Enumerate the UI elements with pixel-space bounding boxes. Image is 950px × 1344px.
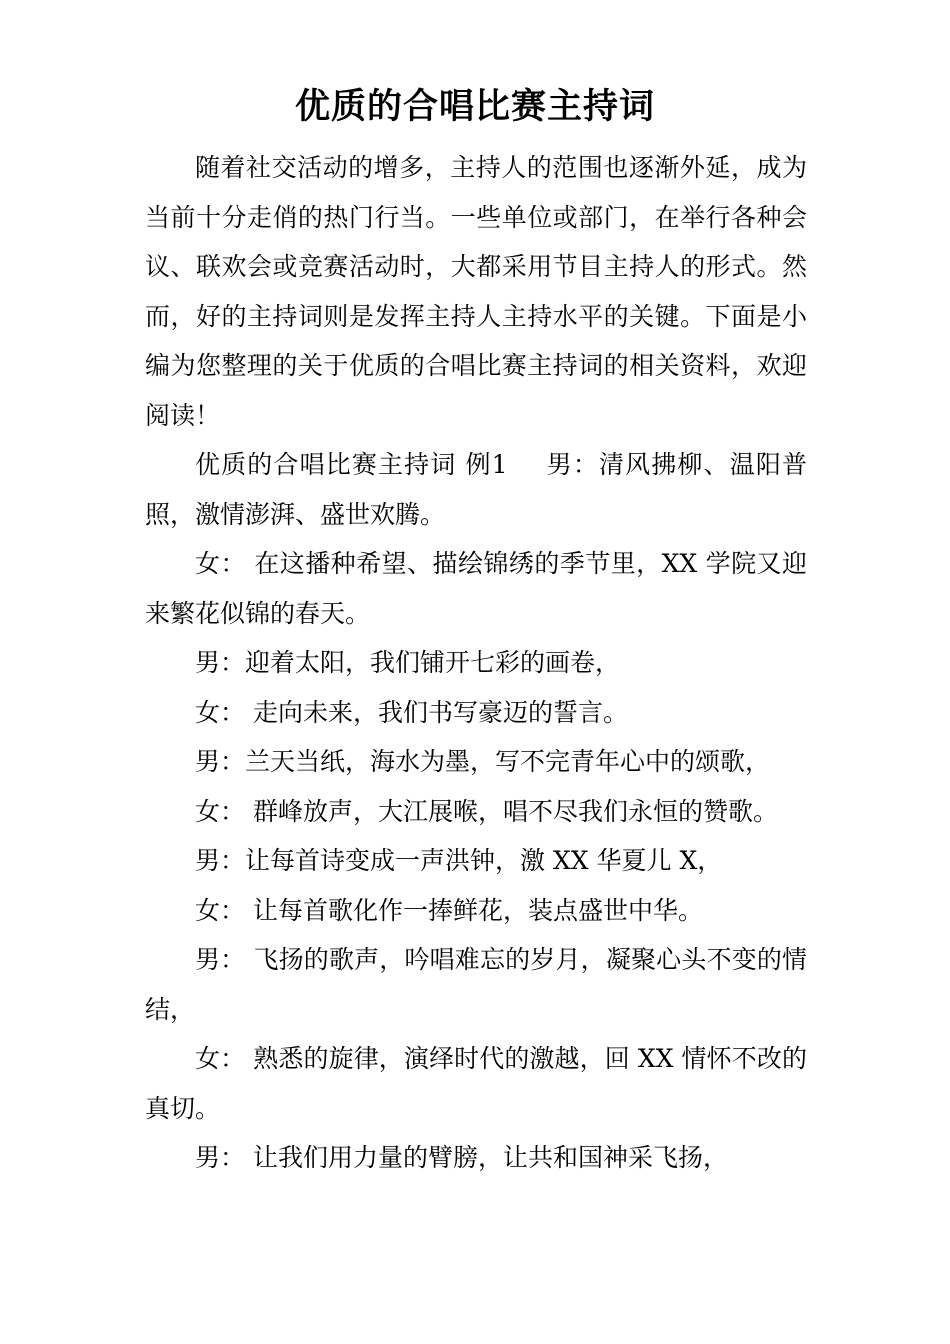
example-first-line: 男：清风拂柳、温阳普照，激情澎湃、盛世欢腾。 [145, 450, 807, 529]
dialogue-line: 女： 群峰放声，大江展喉，唱不尽我们永恒的赞歌。 [195, 796, 778, 826]
dialogue-line: 男： 飞扬的歌声，吟唱难忘的岁月，凝聚心头不变的情结， [145, 945, 807, 1024]
document-title: 优质的合唱比赛主持词 [294, 86, 655, 127]
example-heading: 优质的合唱比赛主持词 例1 [195, 450, 508, 479]
dialogue-line: 男：迎着太阳，我们铺开七彩的画卷， [195, 648, 621, 677]
intro-paragraph: 随着社交活动的增多，主持人的范围也逐渐外延，成为当前十分走俏的热门行当。一些单位或部门，在举行各种会议、联欢会或竞赛活动时，大都采用节目主持人的形式。然而，好的主持词则是发挥主持人主持水平的关键。下面是小编为您整理的关于优质的合唱比赛主持词的相关资料，欢迎阅读！ [145, 153, 807, 430]
dialogue-line: 男：兰天当纸，海水为墨，写不完青年心中的颂歌， [195, 747, 771, 776]
dialogue-line: 女： 让每首歌化作一捧鲜花，装点盛世中华。 [195, 895, 703, 925]
dialogue-line: 男： 让我们用力量的臂膀，让共和国神采飞扬， [195, 1143, 728, 1172]
document-body [145, 143, 807, 1183]
dialogue-line: 女： 熟悉的旋律，演绎时代的激越，回 XX 情怀不改的真切。 [145, 1044, 807, 1123]
dialogue-line: 男：让每首诗变成一声洪钟，激 XX 华夏儿 X， [195, 846, 723, 875]
dialogue-line: 女： 走向未来，我们书写豪迈的誓言。 [195, 697, 628, 727]
dialogue-line: 女： 在这播种希望、描绘锦绣的季节里，XX 学院又迎来繁花似锦的春天。 [145, 549, 807, 628]
example-paragraph [145, 440, 807, 539]
